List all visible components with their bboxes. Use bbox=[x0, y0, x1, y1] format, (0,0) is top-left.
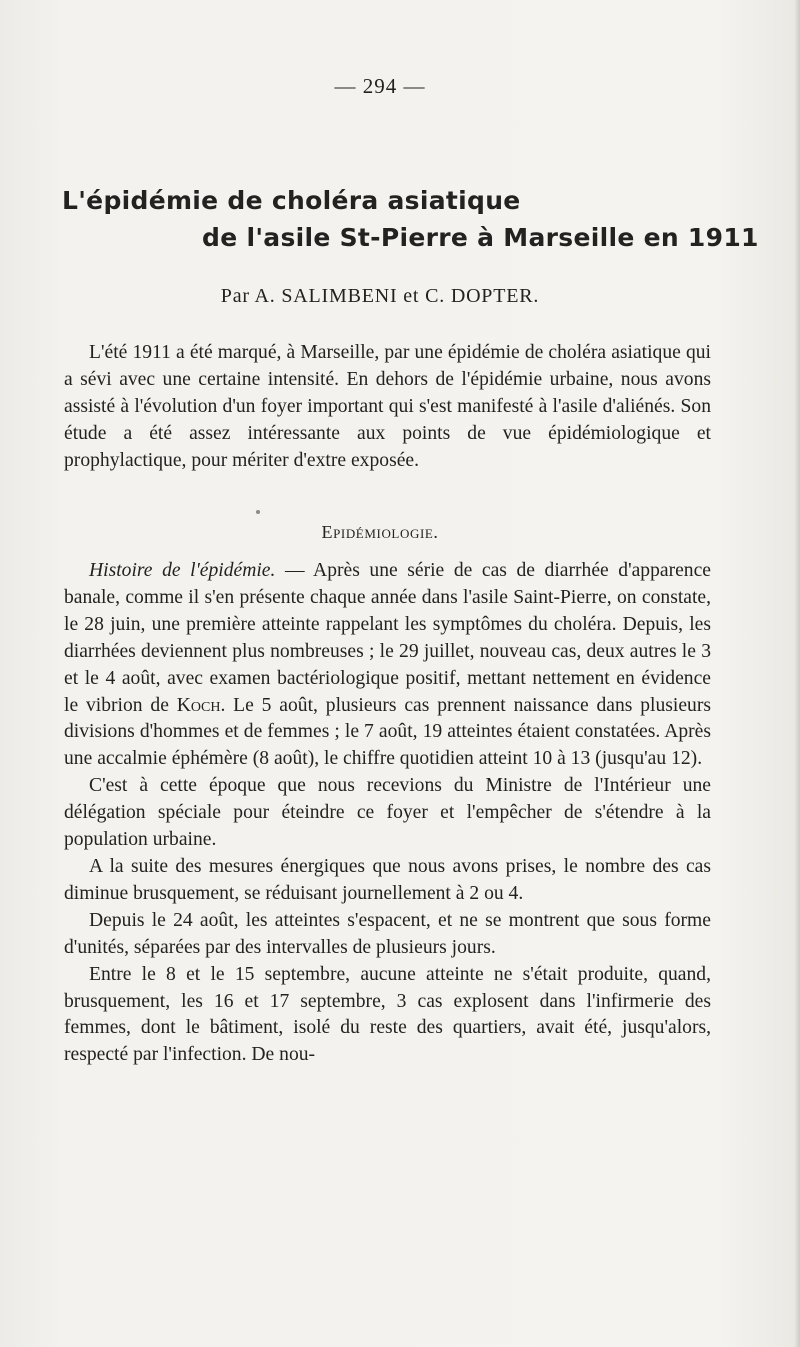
intro-block bbox=[64, 340, 711, 475]
history-paragraph bbox=[64, 558, 711, 773]
paragraph-august: Depuis le 24 août, les atteintes s'espacent, et ne se montrent que sous forme d'unités, séparées par des intervalles de plusieurs jours. bbox=[64, 909, 711, 958]
intro-paragraph: L'été 1911 a été marqué, à Marseille, par une épidémie de choléra asiatique qui a sévi avec une certaine intensité. En dehors de l'épidémie urbaine, nous avons assisté à l'évolution d'un foyer important qui s'est manifesté à l'asile d'aliénés. Son étude a été assez intéressante aux points de vue épidémiologique et prophylactique, pour mériter d'extre exposée. bbox=[64, 342, 711, 471]
history-text-2: . Le 5 août, plusieurs cas prennent naissance dans plusieurs divisions d'hommes et de femmes ; le 7 août, 19 atteintes étaient constatées. Après une accalmie éphémère (8 août), le chiffre quotidien atteint 10 à 13 (jusqu'au 12). bbox=[64, 694, 711, 770]
page-number: — 294 — bbox=[334, 74, 426, 98]
paragraph-measures: A la suite des mesures énergiques que nous avons prises, le nombre des cas diminue brusquement, se réduisant journellement à 2 ou 4. bbox=[64, 855, 711, 904]
paragraph-delegation: C'est à cette époque que nous recevions du Ministre de l'Intérieur une délégation spéciale pour éteindre ce foyer et l'empêcher de s'étendre à la population urbaine. bbox=[64, 775, 711, 851]
paragraph-september: Entre le 8 et le 15 septembre, aucune atteinte ne s'était produite, quand, brusquement, les 16 et 17 septembre, 3 cas explosent dans l'infirmerie des femmes, dont le bâtiment, isolé du reste des quartiers, avait été, jusqu'alors, respecté par l'infection. De nou- bbox=[64, 963, 711, 1066]
authors-byline: Par A. SALIMBENI et C. DOPTER. bbox=[220, 285, 540, 307]
body-text bbox=[64, 558, 711, 1069]
section-heading-epidemiologie: Epidémiologie. bbox=[321, 522, 439, 542]
ornament-dot bbox=[256, 510, 260, 514]
article-title-line-2: de l'asile St-Pierre à Marseille en 1911 bbox=[202, 223, 759, 252]
page-edge-shadow bbox=[794, 0, 800, 1347]
history-lead: Histoire de l'épidémie. bbox=[89, 560, 276, 581]
koch-name: Koch bbox=[176, 694, 221, 716]
history-text-1: — Après une série de cas de diarrhée d'apparence banale, comme il s'en présente chaque année dans l'asile Saint-Pierre, on constate, le 28 juin, une première atteinte rappelant les symptômes du choléra. Depuis, les diarrhées deviennent plus nombreuses ; le 29 juillet, nouveau cas, deux autres le 3 et le 4 août, avec examen bactériologique positif, mettant nettement en évidence le vibrion de bbox=[64, 560, 712, 716]
article-title-line-1: L'épidémie de choléra asiatique bbox=[62, 186, 521, 215]
